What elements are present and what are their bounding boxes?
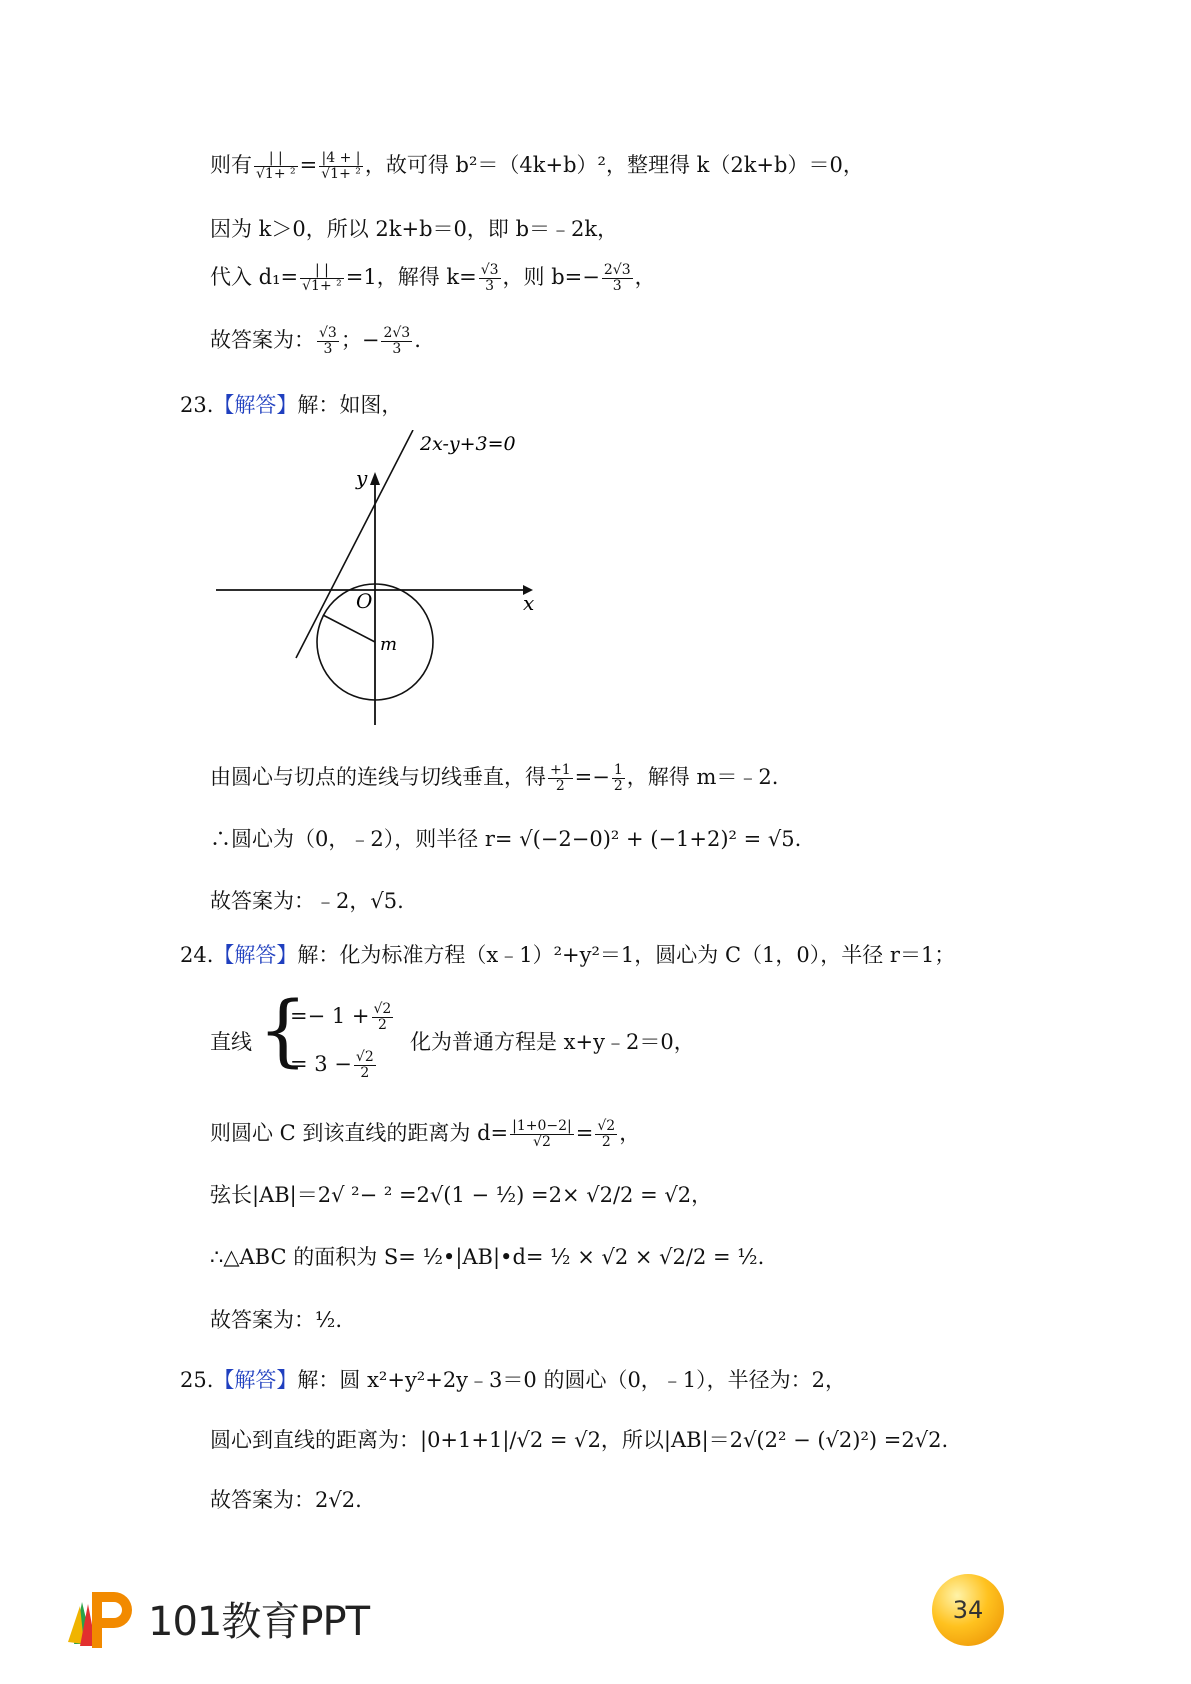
center-label: m: [380, 634, 398, 655]
page-number: 34: [952, 1596, 984, 1624]
q24-system-row-1: =− 1 + $\frac{√2}{2}$: [290, 1001, 392, 1033]
q23-answer: 故答案为：﹣2，√5.: [210, 889, 404, 913]
q24-system-row-2: = 3 − $\frac{√2}{2}$: [290, 1049, 374, 1081]
question-25-header: 25.【解答】解：圆 x²+y²+2y﹣3＝0 的圆心（0，﹣1），半径为：2，: [180, 1368, 847, 1392]
brand-name: 101教育PPT: [148, 1599, 370, 1645]
solution-line-2: 因为 k＞0，所以 2k+b＝0，即 b＝﹣2k，: [210, 217, 619, 241]
q24-system-label: 直线: [210, 1030, 252, 1054]
x-axis-label: x: [523, 591, 535, 615]
origin-label: O: [356, 589, 373, 613]
q24-line-3: ∴△ABC 的面积为 S= ½•|AB|•d= ½ × √2 × √2/2 = ½.: [210, 1245, 765, 1269]
q24-system-conversion: 化为普通方程是 x+y﹣2＝0，: [410, 1030, 695, 1054]
solution-line-3: 代入 d₁= $\frac{| |}{\text{√1+ ²}}$ =1，解得 k= $\frac{√3}{3}$ ，则 b=− $\frac{2√3}{3}$ ，: [210, 262, 656, 294]
q23-line-1: 由圆心与切点的连线与切线垂直，得 $\frac{+1}{2}$ =− $\frac{1}{2}$ ，解得 m＝﹣2.: [210, 762, 779, 794]
y-axis-label: y: [356, 466, 368, 490]
system-brace: {: [258, 986, 308, 1076]
q24-line-1: 则圆心 C 到该直线的距离为 d= $\frac{|1+0-2|}{√2}$ = $\frac{√2}{2}$ ，: [210, 1118, 641, 1150]
q25-answer: 故答案为：2√2.: [210, 1488, 362, 1512]
q24-line-2: 弦长|AB|＝2√ ²− ² =2√(1 − ½) =2× √2/2 = √2，: [210, 1183, 713, 1207]
radius-line: [323, 615, 375, 642]
line-equation-label: 2x-y+3=0: [420, 433, 516, 455]
y-axis-arrow-icon: [370, 472, 380, 485]
q23-line-2: ∴圆心为（0，﹣2），则半径 r= √(−2−0)² + (−1+2)² = √5.: [210, 827, 802, 851]
q24-answer: 故答案为：½.: [210, 1308, 343, 1332]
tangent-line: [296, 430, 413, 658]
solution-answer-22: 故答案为： $\frac{√3}{3}$ ；− $\frac{2√3}{3}$ .: [210, 325, 421, 357]
tangent-circle-figure: [208, 430, 548, 730]
q25-line-1: 圆心到直线的距离为：|0+1+1|/√2 = √2，所以|AB|＝2√(2² − (√2)²) =2√2.: [210, 1428, 949, 1452]
brand-logo-icon: [62, 1584, 142, 1654]
question-23-header: 23.【解答】解：如图，: [180, 393, 403, 417]
page-number-badge: [932, 1574, 1004, 1646]
question-24-header: 24.【解答】解：化为标准方程（x﹣1）²+y²＝1，圆心为 C（1，0），半径 r＝1；: [180, 943, 956, 967]
solution-line-1: 则有 $\frac{| |}{\text{√1+ ²}}$ = $\frac{|4 + |}{\text{√1+ ²}}$ ，故可得 b²＝（4k+b）²，整理得 k（2k+b）＝0，: [210, 150, 864, 182]
